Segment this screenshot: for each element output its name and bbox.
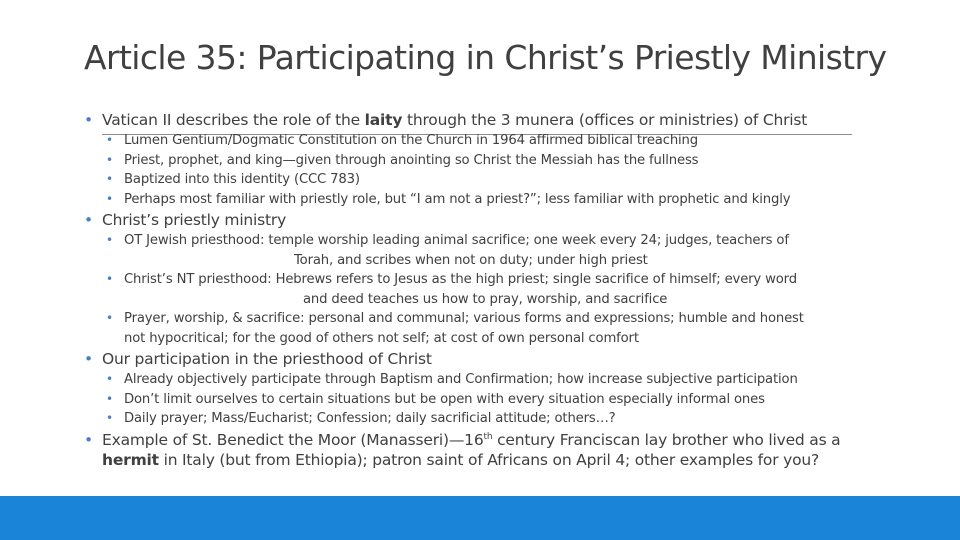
bullet-dot: • <box>84 111 93 129</box>
sub-bullet: • Baptized into this identity (CCC 783) <box>106 172 360 187</box>
sub-bullet-ot-priesthood: • OT Jewish priesthood: temple worship leading animal sacrifice; one week every 24; judges, teachers of <box>106 233 789 248</box>
sub-bullet-continuation: not hypocritical; for the good of others not self; at cost of own personal comfort <box>124 330 639 346</box>
bold-hermit: hermit <box>102 450 159 469</box>
bullet-st-benedict-line2: hermit in Italy (but from Ethiopia); patron saint of Africans on April 4; other examples for you? <box>102 450 820 469</box>
sub-bullet: • Lumen Gentium/Dogmatic Constitution on the Church in 1964 affirmed biblical treaching <box>106 133 698 148</box>
sub-bullet: • Daily prayer; Mass/Eucharist; Confession; daily sacrificial attitude; others…? <box>106 411 616 426</box>
bold-laity: laity <box>364 111 403 129</box>
sub-bullet-continuation: and deed teaches us how to pray, worship, and sacrifice <box>303 291 668 307</box>
slide-body <box>84 110 944 470</box>
slide-title: Article 35: Participating in Christ’s Priestly Ministry <box>84 38 887 77</box>
sub-bullet-prayer-worship: • Prayer, worship, & sacrifice: personal and communal; various forms and expressions; humble and honest <box>106 311 804 326</box>
bullet-christ-priestly-ministry: • Christ’s priestly ministry <box>84 211 287 229</box>
bullet-laity: • Vatican II describes the role of the laity through the 3 munera (offices or ministries) of Christ <box>84 111 808 129</box>
sub-bullet-nt-priesthood: • Christ’s NT priesthood: Hebrews refers to Jesus as the high priest; single sacrifice of himself; every word <box>106 272 797 287</box>
sub-bullet: • Priest, prophet, and king—given through anointing so Christ the Messiah has the fullness <box>106 152 699 168</box>
sub-bullet: • Perhaps most familiar with priestly role, but “I am not a priest?”; less familiar with prophetic and kingly <box>106 191 791 207</box>
footer-bar <box>0 496 960 540</box>
sub-bullet: • Don’t limit ourselves to certain situations but be open with every situation especially informal ones <box>106 391 765 407</box>
sub-bullet: • Already objectively participate through Baptism and Confirmation; how increase subjective participation <box>106 372 798 387</box>
bullet-st-benedict: • Example of St. Benedict the Moor (Manasseri)—16th century Franciscan lay brother who lived as a <box>84 430 841 449</box>
sub-bullet-continuation: Torah, and scribes when not on duty; under high priest <box>294 252 648 268</box>
bullet-our-participation: • Our participation in the priesthood of Christ <box>84 350 432 368</box>
